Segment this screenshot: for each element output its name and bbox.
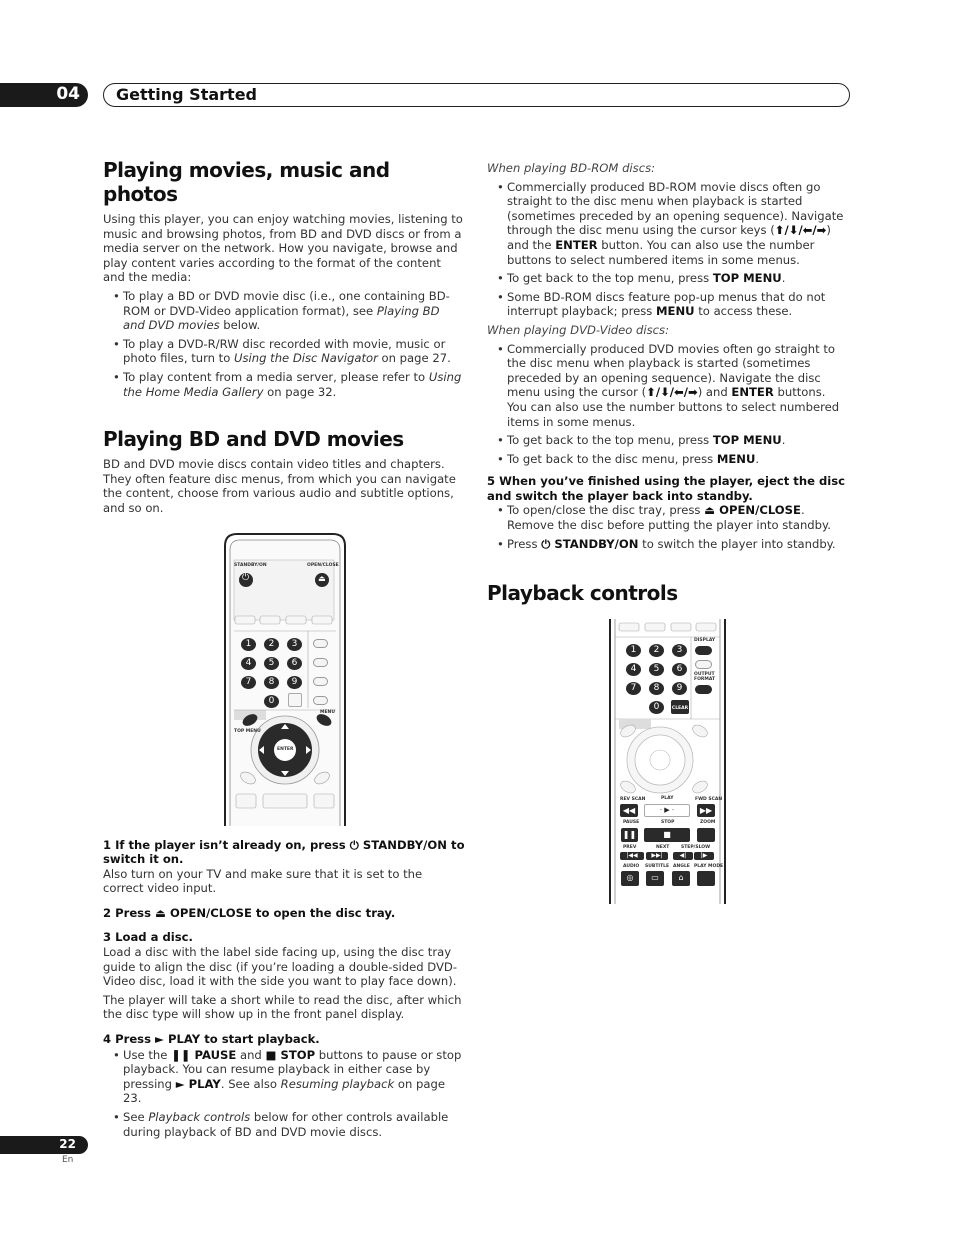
list-item: • Commercially produced BD-ROM movie discs often go straight to the disc menu when playback is started (sometimes preceded by an opening sequence). Navigate through the disc menu using the cursor keys (⬆/⬇/⬅/➡) and the ENTER button. You can also use the number buttons to select numbered items in some menus. [487, 180, 849, 268]
page-number: 22 [59, 1137, 76, 1151]
list-item: • Use the ❚❚ PAUSE and ■ STOP buttons to pause or stop playback. You can resume playback in either case by pressing ► PLAY. See also Resuming playback on page 23. [103, 1048, 465, 1106]
section1-intro: Using this player, you can enjoy watching movies, listening to music and browsing photos, from BD and DVD discs or from a media server on the network. How you navigate, browse and play content varies according to the format of the content and the media: [103, 212, 463, 285]
play-mode-label: PLAY MODE [694, 864, 724, 870]
list-item: • To get back to the disc menu, press MENU. [487, 452, 849, 467]
audio-label: AUDIO [623, 864, 640, 870]
eject-icon: ⏏ [318, 573, 326, 583]
digit-2-button[interactable]: 2 [264, 638, 279, 651]
rev-scan-label: REV SCAN [620, 797, 646, 803]
dvd-bullets [487, 342, 849, 467]
digit-0-button[interactable]: 0 [649, 701, 664, 714]
cursor-keys-icon: ⬆/⬇/⬅/➡ [774, 223, 827, 238]
skip-back-icon: |◀◀ [626, 852, 638, 860]
step-3-heading: 3 Load a disc. [103, 930, 193, 945]
chapter-number: 04 [56, 84, 80, 104]
digit-1-button[interactable]: 1 [626, 644, 641, 657]
pause-icon: ❚❚ [171, 1047, 191, 1062]
chapter-tab [0, 83, 88, 107]
digit-7-button[interactable]: 7 [241, 676, 256, 689]
rewind-icon: ◀◀ [622, 806, 636, 816]
left-column [103, 158, 465, 1143]
output-format-label: OUTPUT FORMAT [694, 672, 716, 683]
pause-button[interactable] [621, 828, 638, 842]
skip-forward-icon: ▶▶| [651, 852, 663, 860]
display-label: DISPLAY [694, 638, 716, 644]
eject-icon: ⏏ [155, 905, 166, 920]
clear-button[interactable]: CLEAR [671, 700, 689, 714]
page-number-tab [0, 1136, 88, 1154]
chapter-title: Getting Started [116, 85, 257, 104]
digit-7-button[interactable]: 7 [626, 682, 641, 695]
subtitle-button[interactable] [646, 871, 664, 886]
section-title-playing-bd: Playing BD and DVD movies [103, 427, 404, 452]
rev-scan-button[interactable] [620, 804, 638, 817]
section1-bullets [103, 289, 465, 399]
prev-label: PREV [623, 845, 637, 851]
digit-5-button[interactable]: 5 [264, 657, 279, 670]
step-1-heading: 1 If the player isn’t already on, press ⏻ STANDBY/ON to switch it on. [103, 837, 465, 867]
dvd-label: When playing DVD-Video discs: [487, 322, 670, 337]
stop-button[interactable] [644, 828, 690, 842]
step-back-button[interactable] [673, 852, 693, 860]
digit-4-button[interactable]: 4 [241, 657, 256, 670]
remote-illustration-top [103, 528, 465, 826]
step-forward-icon: |▶ [700, 852, 708, 860]
step-4-heading: 4 Press ► PLAY to start playback. [103, 1032, 320, 1047]
top-menu-label: TOP MENU [234, 728, 261, 734]
step-5-bullets [487, 503, 849, 551]
play-icon: ► [175, 1076, 185, 1091]
digit-0-button[interactable]: 0 [264, 695, 279, 708]
list-item: • To play a BD or DVD movie disc (i.e., one containing BD-ROM or DVD-Video application format), see Playing BD and DVD movies below. [103, 289, 465, 333]
digit-3-button[interactable]: 3 [287, 638, 302, 651]
zoom-label: ZOOM [700, 820, 716, 826]
digit-6-button[interactable]: 6 [287, 657, 302, 670]
step-4-bullets [103, 1048, 465, 1140]
side-button[interactable] [313, 696, 328, 705]
digit-2-button[interactable]: 2 [649, 644, 664, 657]
pause-icon: ❚❚ [622, 830, 637, 840]
audio-icon: ◎ [626, 873, 634, 883]
list-item: • To play content from a media server, please refer to Using the Home Media Gallery on page 32. [103, 370, 465, 399]
subtitle-icon: ▭ [651, 873, 659, 883]
step-forward-button[interactable] [694, 852, 714, 860]
remote-illustration-playback [487, 619, 849, 904]
pause-label: PAUSE [623, 820, 640, 826]
next-button[interactable] [646, 852, 668, 860]
stop-icon: ■ [265, 1047, 277, 1062]
section2-intro: BD and DVD movie discs contain video titles and chapters. They often feature disc menus, from which you can navigate the content, choose from various audio and subtitle options, and so on. [103, 457, 456, 515]
side-button[interactable] [313, 677, 328, 686]
subtitle-label: SUBTITLE [645, 864, 670, 870]
play-icon: ► [155, 1032, 164, 1047]
side-button[interactable] [695, 660, 712, 669]
side-button[interactable] [313, 639, 328, 648]
play-mode-button[interactable] [697, 871, 715, 886]
stop-icon: ■ [663, 830, 671, 840]
stop-label: STOP [661, 820, 675, 826]
step-1-text: Also turn on your TV and make sure that it is set to the correct video input. [103, 866, 423, 896]
fwd-scan-label: FWD SCAN [695, 797, 723, 803]
list-item: • Commercially produced DVD movies often go straight to the disc menu when playback is started (sometimes preceded by an opening sequence). Navigate the disc menu using the cursor (⬆/⬇/⬅/➡) and ENTER buttons. You can also use the number buttons to select numbered items in some menus. [487, 342, 849, 430]
enter-label: ENTER [277, 746, 294, 752]
audio-button[interactable] [621, 871, 639, 886]
digit-4-button[interactable]: 4 [626, 663, 641, 676]
next-label: NEXT [656, 845, 670, 851]
chapter-header-bar [103, 83, 850, 107]
list-item: • To play a DVD-R/RW disc recorded with movie, music or photo files, turn to Using the Disc Navigator on page 27. [103, 337, 465, 366]
prev-button[interactable] [620, 852, 644, 860]
standby-label: STANDBY/ON [234, 562, 267, 568]
angle-button[interactable] [672, 871, 690, 886]
cursor-keys-icon: ⬆/⬇/⬅/➡ [646, 385, 698, 400]
list-item: • Press ⏻ STANDBY/ON to switch the player into standby. [487, 537, 849, 552]
step-3-text-2: The player will take a short while to read the disc, after which the disc type will show up in the front panel display. [103, 992, 462, 1022]
step-2-heading: 2 Press ⏏ OPEN/CLOSE to open the disc tray. [103, 905, 396, 920]
list-item: • To get back to the top menu, press TOP MENU. [487, 271, 849, 286]
clear-button[interactable] [288, 693, 302, 707]
right-column [487, 161, 849, 904]
menu-label: MENU [320, 709, 335, 715]
list-item: • To get back to the top menu, press TOP MENU. [487, 433, 849, 448]
camera-icon: ⌂ [678, 873, 684, 883]
digit-9-button[interactable]: 9 [287, 676, 302, 689]
fast-forward-icon: ▶▶ [699, 806, 713, 816]
digit-1-button[interactable]: 1 [241, 638, 256, 651]
bdrom-label: When playing BD-ROM discs: [487, 161, 656, 175]
digit-5-button[interactable]: 5 [649, 663, 664, 676]
fwd-scan-button[interactable] [697, 804, 715, 817]
play-icon: · ▶ · [659, 806, 675, 815]
step-5-heading: 5 When you’ve finished using the player, eject the disc and switch the player back into standby. [487, 474, 846, 503]
section-title-playing-movies: Playing movies, music and photos [103, 158, 390, 206]
remote-body-graphic [103, 528, 465, 826]
power-icon: ⏻ [349, 837, 359, 852]
digit-8-button[interactable]: 8 [264, 676, 279, 689]
list-item: • To open/close the disc tray, press ⏏ OPEN/CLOSE. Remove the disc before putting the player into standby. [487, 503, 849, 532]
output-format-button[interactable] [695, 685, 712, 694]
remote-body-graphic [487, 619, 849, 904]
power-icon: ⏻ [242, 572, 250, 583]
step-slow-label: STEP/SLOW [681, 845, 711, 851]
step-back-icon: ◀| [679, 852, 687, 860]
eject-icon: ⏏ [704, 503, 716, 518]
digit-3-button[interactable]: 3 [672, 644, 687, 657]
power-icon: ⏻ [541, 536, 551, 551]
play-label: PLAY [661, 796, 674, 802]
play-button[interactable] [644, 804, 690, 817]
side-button[interactable] [313, 658, 328, 667]
display-button[interactable] [695, 646, 712, 655]
digit-8-button[interactable]: 8 [649, 682, 664, 695]
open-close-label: OPEN/CLOSE [307, 562, 339, 568]
language-label: En [62, 1155, 74, 1165]
list-item: • See Playback controls below for other controls available during playback of BD and DVD movie discs. [103, 1110, 465, 1139]
bdrom-bullets [487, 180, 849, 319]
zoom-button[interactable] [697, 828, 715, 842]
section-title-playback-controls: Playback controls [487, 581, 678, 606]
digit-9-button[interactable]: 9 [672, 682, 687, 695]
list-item: • Some BD-ROM discs feature pop-up menus that do not interrupt playback; press MENU to access these. [487, 290, 849, 319]
angle-label: ANGLE [673, 864, 690, 870]
digit-6-button[interactable]: 6 [672, 663, 687, 676]
step-3-text: Load a disc with the label side facing up, using the disc tray guide to align the disc (if you’re loading a double-sided DVD-Video disc, load it with the side you want to play face down). [103, 945, 458, 989]
